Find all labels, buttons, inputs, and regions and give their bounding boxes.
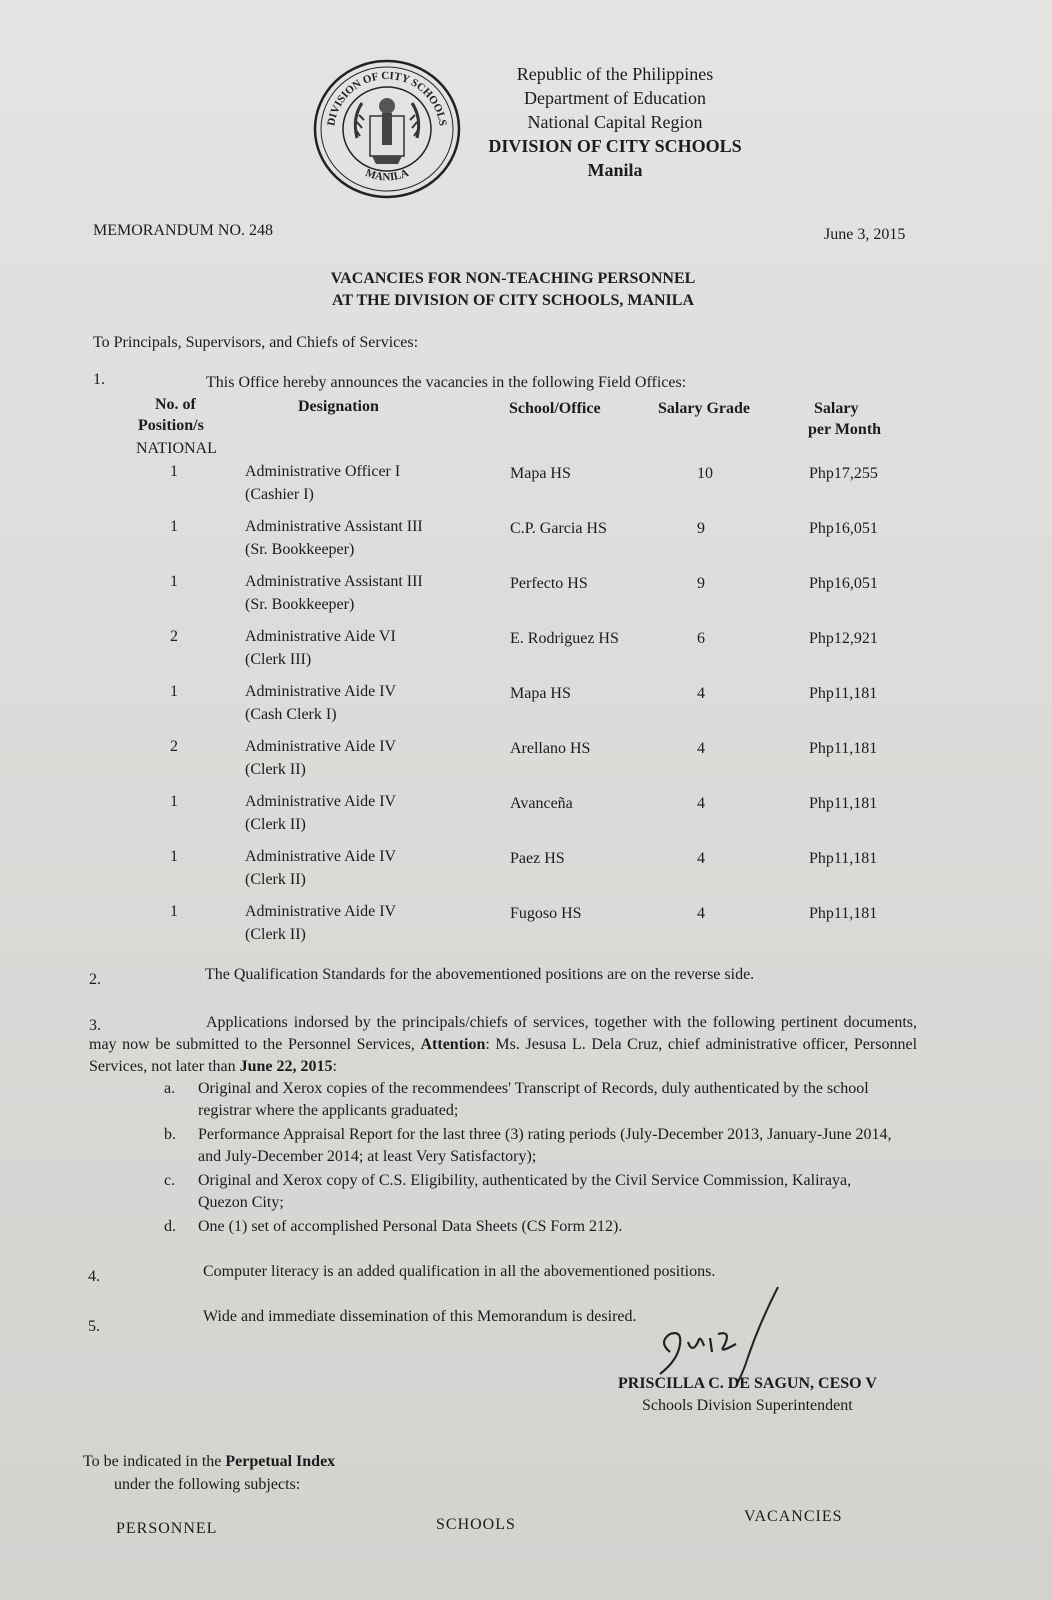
row-salary-grade: 6 [697, 630, 705, 647]
seal-text-top: DIVISION OF CITY SCHOOLS [325, 69, 449, 127]
row-school: Arellano HS [510, 740, 591, 757]
requirement-marker: d. [164, 1218, 176, 1235]
row-position-count: 1 [170, 518, 178, 535]
row-school: Mapa HS [510, 685, 571, 702]
col-header-positions-l2: Position/s [138, 417, 204, 434]
letterhead-line-city: Manila [587, 160, 643, 180]
paragraph-5-number: 5. [88, 1318, 100, 1335]
row-school: Mapa HS [510, 465, 571, 482]
paragraph-3-text [89, 1012, 917, 1078]
row-designation-sub: (Sr. Bookkeeper) [245, 541, 355, 558]
letterhead-line-division: DIVISION OF CITY SCHOOLS [488, 136, 742, 156]
memo-subject [200, 268, 826, 312]
requirement-marker: c. [164, 1172, 176, 1189]
row-salary-grade: 9 [697, 520, 705, 537]
memo-number: MEMORANDUM NO. 248 [93, 222, 274, 239]
row-salary: Php17,255 [809, 465, 878, 482]
row-salary: Php16,051 [809, 575, 878, 592]
row-designation: Administrative Aide IV [245, 903, 397, 920]
row-school: Paez HS [510, 850, 565, 867]
row-designation-sub: (Clerk II) [245, 816, 306, 833]
row-position-count: 1 [170, 573, 178, 590]
paragraph-3-part-b: : Ms. Jesusa L. Dela Cruz, chief administrative officer, Personnel Services, not later than [89, 1036, 918, 1075]
row-designation: Administrative Aide VI [245, 628, 396, 645]
row-salary-grade: 10 [697, 465, 713, 482]
col-header-positions-l1: No. of [155, 396, 196, 413]
letterhead-line-deped: Department of Education [524, 88, 706, 108]
row-salary-grade: 4 [697, 905, 705, 922]
row-school: C.P. Garcia HS [510, 520, 607, 537]
paragraph-1-number: 1. [93, 371, 105, 388]
row-designation-sub: (Clerk II) [245, 761, 306, 778]
index-subject-vacancies: VACANCIES [744, 1508, 843, 1525]
paragraph-2-number: 2. [89, 971, 101, 988]
attention-label: Attention [420, 1036, 486, 1053]
deadline-date: June 22, 2015 [239, 1058, 333, 1075]
row-salary-grade: 4 [697, 795, 705, 812]
memo-date: June 3, 2015 [824, 226, 906, 243]
row-designation: Administrative Aide IV [245, 848, 397, 865]
requirement-text: Original and Xerox copies of the recommendees' Transcript of Records, duly authenticated by the school registrar where the applicants graduated; [198, 1080, 869, 1119]
col-header-school: School/Office [509, 400, 601, 417]
row-designation: Administrative Aide IV [245, 683, 397, 700]
requirement-marker: a. [164, 1080, 176, 1097]
perpetual-index-note [83, 1450, 335, 1496]
index-line-1 [83, 1450, 335, 1473]
row-designation-sub: (Cash Clerk I) [245, 706, 337, 723]
col-header-salary-l2: per Month [808, 421, 882, 438]
col-header-grade: Salary Grade [658, 400, 750, 417]
signatory-title: Schools Division Superintendent [642, 1397, 853, 1414]
row-designation-sub: (Clerk III) [245, 651, 312, 668]
requirement-marker: b. [164, 1126, 176, 1143]
row-position-count: 2 [170, 738, 178, 755]
row-salary-grade: 9 [697, 575, 705, 592]
letterhead [455, 62, 775, 182]
row-designation-sub: (Clerk II) [245, 926, 306, 943]
row-school: Avanceña [510, 795, 573, 812]
paragraph-3-part-a: Applications indorsed by the principals/chiefs of services, together with the following pertinent documents, may now be submitted to the Personnel Services, [89, 1014, 917, 1053]
row-position-count: 1 [170, 903, 178, 920]
row-designation-sub: (Clerk II) [245, 871, 306, 888]
row-school: E. Rodriguez HS [510, 630, 619, 647]
row-salary-grade: 4 [697, 685, 705, 702]
requirement-text: Performance Appraisal Report for the last three (3) rating periods (July-December 2013, January-June 2014, and July-December 2014; at least Very Satisfactory); [198, 1126, 892, 1165]
col-header-designation: Designation [298, 398, 379, 415]
index-subject-schools: SCHOOLS [436, 1516, 516, 1533]
division-seal [312, 58, 462, 200]
subject-line-1: VACANCIES FOR NON-TEACHING PERSONNEL [330, 270, 696, 287]
row-salary-grade: 4 [697, 740, 705, 757]
row-salary: Php11,181 [809, 795, 878, 812]
salutation: To Principals, Supervisors, and Chiefs of Services: [93, 334, 419, 351]
perpetual-index-label: Perpetual Index [225, 1453, 336, 1470]
row-position-count: 1 [170, 463, 178, 480]
index-subject-personnel: PERSONNEL [116, 1520, 218, 1537]
row-position-count: 2 [170, 628, 178, 645]
row-designation-sub: (Sr. Bookkeeper) [245, 596, 355, 613]
letterhead-line-ncr: National Capital Region [527, 112, 703, 132]
row-designation: Administrative Aide IV [245, 793, 397, 810]
row-position-count: 1 [170, 848, 178, 865]
row-designation: Administrative Aide IV [245, 738, 397, 755]
row-salary: Php11,181 [809, 850, 878, 867]
row-designation: Administrative Assistant III [245, 518, 423, 535]
paragraph-3-number: 3. [89, 1017, 101, 1034]
letterhead-line-republic: Republic of the Philippines [516, 64, 714, 84]
row-designation: Administrative Assistant III [245, 573, 423, 590]
row-salary: Php12,921 [809, 630, 878, 647]
paragraph-3-part-c: : [332, 1058, 337, 1075]
row-salary: Php16,051 [809, 520, 878, 537]
requirement-text: One (1) set of accomplished Personal Data Sheets (CS Form 212). [198, 1218, 623, 1235]
row-school: Perfecto HS [510, 575, 588, 592]
paragraph-1-text: This Office hereby announces the vacancies in the following Field Offices: [206, 374, 687, 391]
row-designation-sub: (Cashier I) [245, 486, 314, 503]
row-salary-grade: 4 [697, 850, 705, 867]
seal-text-bottom: MANILA [363, 166, 411, 184]
row-salary: Php11,181 [809, 685, 878, 702]
row-salary: Php11,181 [809, 740, 878, 757]
row-position-count: 1 [170, 683, 178, 700]
paragraph-5-text: Wide and immediate dissemination of this Memorandum is desired. [203, 1308, 637, 1325]
row-school: Fugoso HS [510, 905, 582, 922]
index-line-2: under the following subjects: [114, 1476, 301, 1493]
row-position-count: 1 [170, 793, 178, 810]
subject-line-2: AT THE DIVISION OF CITY SCHOOLS, MANILA [332, 292, 694, 309]
index-line-1-text: To be indicated in the [83, 1453, 226, 1470]
row-designation: Administrative Officer I [245, 463, 401, 480]
requirement-text: Original and Xerox copy of C.S. Eligibility, authenticated by the Civil Service Commission, Kaliraya, Quezon City; [198, 1172, 852, 1211]
col-header-salary-l1: Salary [814, 400, 859, 417]
row-salary: Php11,181 [809, 905, 878, 922]
signatory-name: PRISCILLA C. DE SAGUN, CESO V [618, 1375, 877, 1392]
table-group-label: NATIONAL [136, 440, 217, 457]
paragraph-4-text: Computer literacy is an added qualification in all the abovementioned positions. [203, 1263, 716, 1280]
paragraph-2-text: The Qualification Standards for the abovementioned positions are on the reverse side. [205, 966, 755, 983]
paragraph-4-number: 4. [88, 1268, 100, 1285]
